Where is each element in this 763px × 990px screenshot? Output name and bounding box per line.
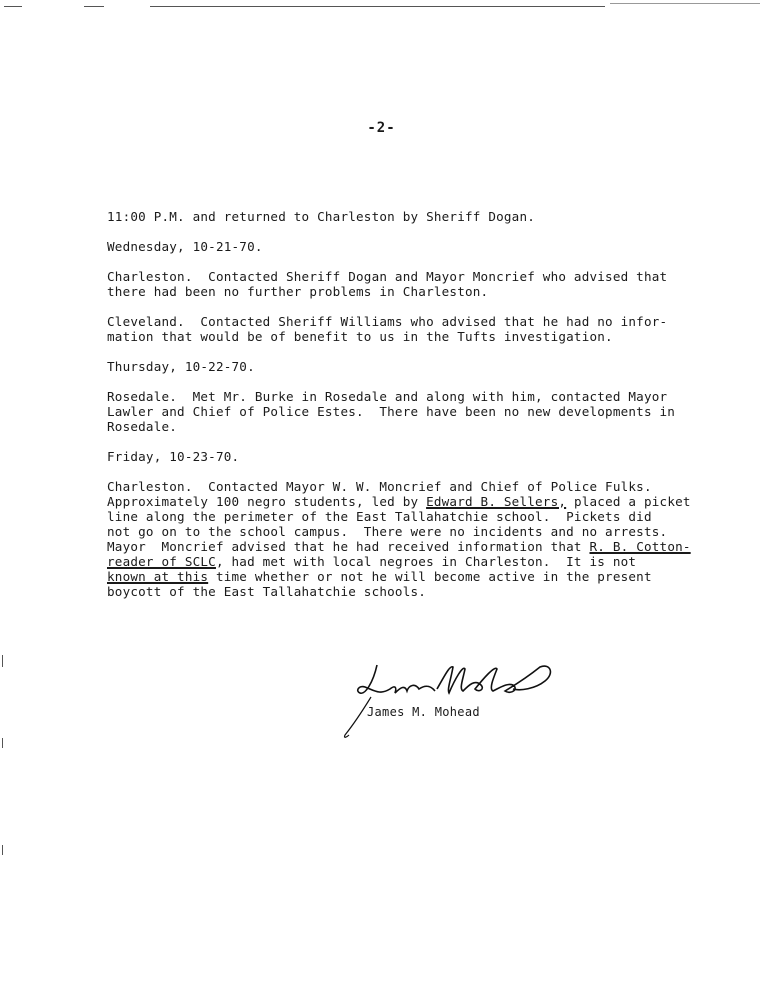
underlined-name: R. B. Cotton- [589,539,691,554]
text-line: Charleston. Contacted Mayor W. W. Moncrief and Chief of Police Fulks. [107,479,652,494]
underlined-name: reader of SCLC [107,554,216,569]
page-number: -2- [367,120,396,136]
signature-text: James M. Mohead [635,955,645,956]
text-line: not go on to the school campus. There were no incidents and no arrests. [107,524,668,539]
date-heading: Wednesday, 10-21-70. [107,239,263,254]
scan-artifact-line [4,6,22,7]
handwritten-signature [335,655,645,956]
paragraph: Cleveland. Contacted Sheriff Williams who advised that he had no infor- mation that would be of benefit to us in the Tufts investigation. [107,314,668,344]
text-line: , had met with local negroes in Charleston. It is not [215,554,637,569]
scan-margin-mark [2,738,3,748]
date-heading: Friday, 10-23-70. [107,449,240,464]
text-line: boycott of the East Tallahatchie schools. [107,584,427,599]
text-line: Approximately 100 negro students, led by [107,494,427,509]
text-line: line along the perimeter of the East Tallahatchie school. Pickets did [107,509,652,524]
scan-artifact-line [150,6,605,7]
underlined-name: Edward B. Sellers, [426,494,567,509]
text-line: time whether or not he will become active in the present [208,569,652,584]
scan-artifact-line [84,6,104,7]
paragraph: Charleston. Contacted Sheriff Dogan and Mayor Moncrief who advised that there had been no further problems in Charleston. [107,269,668,299]
scan-margin-mark [2,655,3,667]
final-paragraph [107,479,707,599]
letter-body [107,209,707,614]
scan-margin-mark [2,845,3,855]
text-line: placed a picket [566,494,691,509]
paragraph: 11:00 P.M. and returned to Charleston by Sheriff Dogan. [107,209,536,224]
signatory-name: James M. Mohead [367,705,480,719]
underlined-phrase: known at this [107,569,209,584]
date-heading: Thursday, 10-22-70. [107,359,255,374]
paragraph: Rosedale. Met Mr. Burke in Rosedale and along with him, contacted Mayor Lawler and Chief of Police Estes. There have been no new developments in Rosedale. [107,389,676,434]
text-line: Mayor Moncrief advised that he had received information that [107,539,590,554]
scan-artifact-line [610,3,760,4]
